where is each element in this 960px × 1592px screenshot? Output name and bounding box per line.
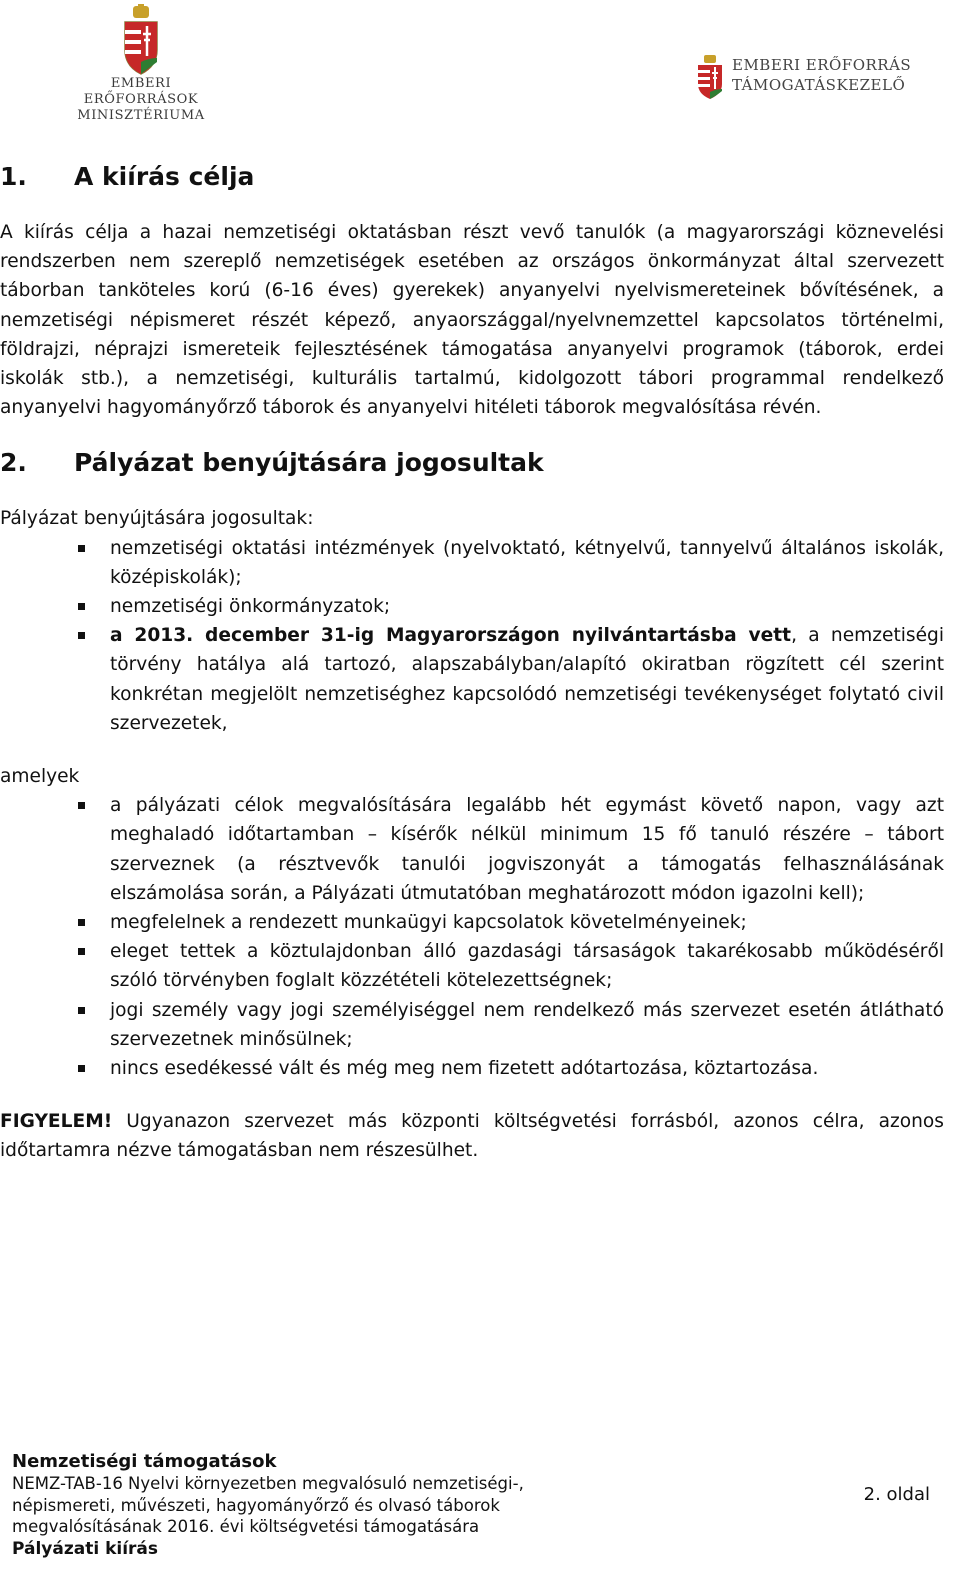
ministry-logo	[56, 4, 226, 123]
section-1-heading	[0, 160, 944, 194]
coat-of-arms-icon	[696, 54, 724, 100]
section-2-number: 2.	[0, 448, 27, 478]
section-1-paragraph: A kiírás célja a hazai nemzetiségi oktatásban részt vevő tanulók (a magyarországi köznevelési rendszerben nem szereplő nemzetiségek esetében az országos önkormányzat által szervezett táborban tanköteles korú (6-16 éves) gyerekek) anyanyelvi nyelvismereteinek bővítésének, a nemzetiségi népismeret részét képező, anyaországgal/nyelvnemzettel kapcsolatos történelmi, földrajzi, néprajzi ismereteik fejlesztésének támogatása anyanyelvi programok (táborok, erdei iskolák stb.), a nemzetiségi, kulturális tartalmú, kidolgozott tábori programmal rendelkező anyanyelvi hagyományőrző táborok és anyanyelvi hitéleti táborok megvalósítása révén.	[0, 222, 944, 419]
warning-label: FIGYELEM!	[0, 1111, 113, 1133]
list-item: nemzetiségi oktatási intézmények (nyelvoktató, kétnyelvű, tannyelvű általános iskolák, középiskolák);	[0, 534, 944, 592]
list-item-text: , a nemzetiségi törvény hatálya alá tartozó, alapszabályban/alapító okiratban rögzített cél szerint konkrétan megjelölt nemzetiséghez kapcsolódó nemzetiségi tevékenységet folytató civil szervezetek,	[110, 625, 945, 734]
page-footer	[12, 1451, 942, 1560]
footer-line: népismereti, művészeti, hagyományőrző és olvasó táborok	[12, 1495, 500, 1515]
footer-line: megvalósításának 2016. évi költségvetési támogatására	[12, 1517, 480, 1536]
section-2-title: Pályázat benyújtására jogosultak	[74, 448, 544, 478]
section-2-heading	[0, 446, 944, 480]
list-item: megfelelnek a rendezett munkaügyi kapcsolatok követelményeinek;	[0, 908, 944, 937]
coat-of-arms-icon	[121, 4, 161, 76]
left-logo-line2: MINISZTÉRIUMA	[77, 108, 205, 123]
list-item: eleget tettek a köztulajdonban álló gazdasági társaságok takarékosabb működéséről szóló törvényben foglalt közzétételi kötelezettségnek;	[0, 937, 944, 995]
section-1-number: 1.	[0, 162, 27, 191]
document-body	[0, 160, 944, 1166]
list-item: a pályázati célok megvalósítására legalább hét egymást követő napon, vagy azt meghaladó időtartamban – kísérők nélkül minimum 15 fő tanuló részére – tábort szerveznek (a résztvevők tanulói jogviszonyát a támogatás felhasználásának elszámolása során, a Pályázati útmutatóban meghatározott módon igazolni kell);	[0, 791, 944, 908]
conditions-list	[0, 791, 944, 1083]
warning-text: Ugyanazon szervezet más központi költségvetési forrásból, azonos célra, azonos időtartamra nézve támogatásban nem részesülhet.	[0, 1111, 944, 1162]
list-item: nincs esedékessé vált és még meg nem fizetett adótartozása, köztartozása.	[0, 1054, 944, 1083]
list-item	[0, 621, 944, 738]
footer-title: Nemzetiségi támogatások	[12, 1451, 277, 1472]
eligible-applicants-list	[0, 534, 944, 738]
right-logo-line1: EMBERI ERŐFORRÁS	[732, 56, 912, 74]
section-1-title: A kiírás célja	[74, 162, 255, 191]
page-number: 2. oldal	[863, 1484, 930, 1505]
footer-subtitle: Pályázati kiírás	[12, 1538, 159, 1559]
list-item-bold: a 2013. december 31-ig Magyarországon nyilvántartásba vett	[110, 625, 792, 647]
footer-line: NEMZ-TAB-16 Nyelvi környezetben megvalósuló nemzetiségi-,	[12, 1474, 524, 1493]
warning-paragraph	[0, 1107, 944, 1165]
support-manager-logo	[696, 54, 936, 106]
right-logo-line2: TÁMOGATÁSKEZELŐ	[732, 76, 906, 94]
eligibility-intro: Pályázat benyújtására jogosultak:	[0, 508, 314, 530]
list-item: jogi személy vagy jogi személyiséggel nem rendelkező más szervezet esetén átlátható szervezetnek minősülnek;	[0, 996, 944, 1054]
list-item: nemzetiségi önkormányzatok;	[0, 592, 944, 621]
amelyek-label: amelyek	[0, 766, 80, 788]
left-logo-line1: EMBERI ERŐFORRÁSOK	[83, 76, 199, 107]
